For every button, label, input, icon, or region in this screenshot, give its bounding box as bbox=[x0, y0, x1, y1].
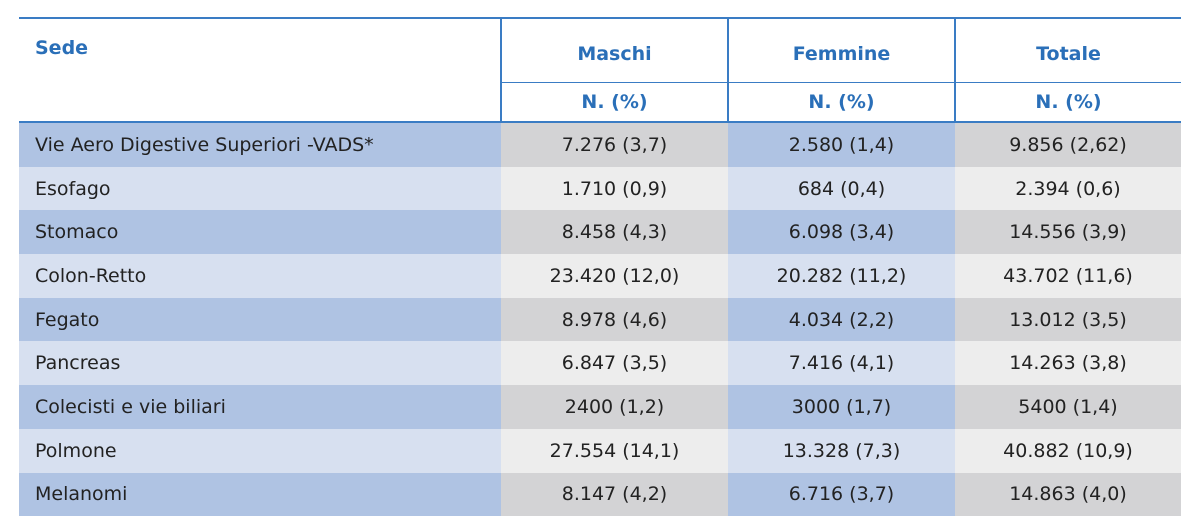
table-row bbox=[19, 298, 1181, 342]
cell-femmine: 2.580 (1,4) bbox=[728, 122, 955, 167]
cell-maschi: 8.978 (4,6) bbox=[501, 298, 728, 342]
cell-totale: 13.012 (3,5) bbox=[955, 298, 1181, 342]
table-row bbox=[19, 385, 1181, 429]
cell-maschi: 27.554 (14,1) bbox=[501, 429, 728, 473]
cell-femmine: 4.034 (2,2) bbox=[728, 298, 955, 342]
cell-sede: Esofago bbox=[19, 167, 501, 211]
table-body bbox=[19, 122, 1181, 516]
cell-maschi: 1.710 (0,9) bbox=[501, 167, 728, 211]
header-sede: Sede bbox=[19, 18, 501, 122]
cell-totale: 14.556 (3,9) bbox=[955, 210, 1181, 254]
cell-sede: Colecisti e vie biliari bbox=[19, 385, 501, 429]
cell-maschi: 7.276 (3,7) bbox=[501, 122, 728, 167]
cell-femmine: 684 (0,4) bbox=[728, 167, 955, 211]
header-row-titles bbox=[19, 18, 1181, 83]
cell-sede: Colon-Retto bbox=[19, 254, 501, 298]
cell-maschi: 2400 (1,2) bbox=[501, 385, 728, 429]
cell-totale: 40.882 (10,9) bbox=[955, 429, 1181, 473]
table-row bbox=[19, 122, 1181, 167]
cell-totale: 43.702 (11,6) bbox=[955, 254, 1181, 298]
incidence-table-container bbox=[19, 17, 1181, 516]
header-unit-femmine: N. (%) bbox=[728, 83, 955, 123]
header-unit-totale: N. (%) bbox=[955, 83, 1181, 123]
header-femmine: Femmine bbox=[728, 18, 955, 83]
table-row bbox=[19, 341, 1181, 385]
cell-sede: Polmone bbox=[19, 429, 501, 473]
cell-femmine: 6.098 (3,4) bbox=[728, 210, 955, 254]
cell-femmine: 20.282 (11,2) bbox=[728, 254, 955, 298]
cell-maschi: 6.847 (3,5) bbox=[501, 341, 728, 385]
cell-sede: Vie Aero Digestive Superiori -VADS* bbox=[19, 122, 501, 167]
cell-sede: Fegato bbox=[19, 298, 501, 342]
cell-totale: 2.394 (0,6) bbox=[955, 167, 1181, 211]
table-row bbox=[19, 210, 1181, 254]
cell-totale: 14.263 (3,8) bbox=[955, 341, 1181, 385]
cell-femmine: 6.716 (3,7) bbox=[728, 473, 955, 516]
cell-femmine: 7.416 (4,1) bbox=[728, 341, 955, 385]
table-header bbox=[19, 18, 1181, 122]
cell-femmine: 3000 (1,7) bbox=[728, 385, 955, 429]
table-row bbox=[19, 254, 1181, 298]
cell-sede: Pancreas bbox=[19, 341, 501, 385]
header-unit-maschi: N. (%) bbox=[501, 83, 728, 123]
header-totale: Totale bbox=[955, 18, 1181, 83]
table-row bbox=[19, 429, 1181, 473]
cell-totale: 9.856 (2,62) bbox=[955, 122, 1181, 167]
cell-sede: Melanomi bbox=[19, 473, 501, 516]
table-row bbox=[19, 167, 1181, 211]
cell-totale: 5400 (1,4) bbox=[955, 385, 1181, 429]
cell-sede: Stomaco bbox=[19, 210, 501, 254]
header-maschi: Maschi bbox=[501, 18, 728, 83]
cell-femmine: 13.328 (7,3) bbox=[728, 429, 955, 473]
cell-totale: 14.863 (4,0) bbox=[955, 473, 1181, 516]
table-row bbox=[19, 473, 1181, 516]
cell-maschi: 8.458 (4,3) bbox=[501, 210, 728, 254]
cell-maschi: 8.147 (4,2) bbox=[501, 473, 728, 516]
incidence-table bbox=[19, 17, 1181, 516]
cell-maschi: 23.420 (12,0) bbox=[501, 254, 728, 298]
